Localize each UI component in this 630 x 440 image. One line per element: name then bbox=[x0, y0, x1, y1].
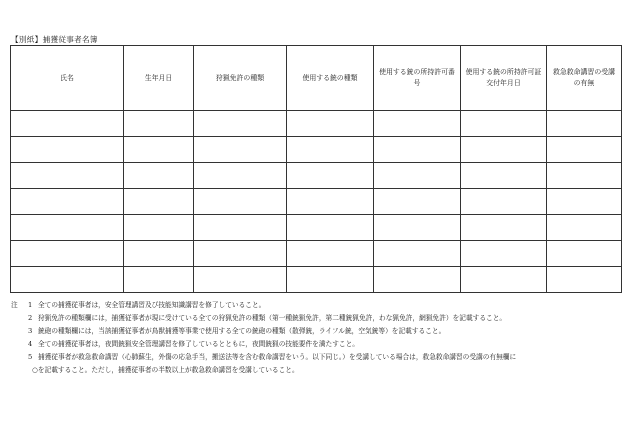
note-number: 1 bbox=[28, 301, 33, 309]
table-cell[interactable] bbox=[374, 163, 461, 189]
note-text: 狩猟免許の種類欄には，捕獲従事者が現に受けている全ての狩猟免許の種類（第一種銃猟免許，第二種銃猟免許，わな猟免許，網猟免許）を記載すること。 bbox=[38, 314, 507, 322]
table-cell[interactable] bbox=[11, 241, 124, 267]
table-cell[interactable] bbox=[11, 163, 124, 189]
header-first-aid: 救急救命講習の受講の有無 bbox=[547, 46, 622, 111]
table-cell[interactable] bbox=[124, 163, 194, 189]
table-cell[interactable] bbox=[194, 163, 287, 189]
table-cell[interactable] bbox=[11, 215, 124, 241]
table-cell[interactable] bbox=[374, 215, 461, 241]
note-item bbox=[11, 351, 623, 377]
table-cell[interactable] bbox=[461, 189, 547, 215]
table-cell[interactable] bbox=[124, 111, 194, 137]
table-cell[interactable] bbox=[194, 215, 287, 241]
table-cell[interactable] bbox=[461, 267, 547, 293]
table-cell[interactable] bbox=[547, 267, 622, 293]
table-cell[interactable] bbox=[11, 267, 124, 293]
table-cell[interactable] bbox=[124, 215, 194, 241]
table-cell[interactable] bbox=[547, 241, 622, 267]
table-row bbox=[11, 111, 622, 137]
table-cell[interactable] bbox=[194, 241, 287, 267]
note-text: 銃砲の種類欄には，当該捕獲従事者が鳥獣捕獲等事業で使用する全ての銃砲の種類（散弾銃，ライフル銃，空気銃等）を記載すること。 bbox=[38, 327, 446, 335]
table-cell[interactable] bbox=[124, 137, 194, 163]
note-text: 全ての捕獲従事者は，夜間銃猟安全管理講習を修了しているとともに，夜間銃猟の技能要件を満たすこと。 bbox=[38, 340, 359, 348]
table-cell[interactable] bbox=[287, 137, 374, 163]
table-cell[interactable] bbox=[547, 163, 622, 189]
table-cell[interactable] bbox=[547, 111, 622, 137]
table-cell[interactable] bbox=[374, 111, 461, 137]
notes-mark: 注 bbox=[11, 301, 18, 309]
table-row bbox=[11, 241, 622, 267]
table-row bbox=[11, 137, 622, 163]
table-cell[interactable] bbox=[194, 137, 287, 163]
note-number: 2 bbox=[28, 314, 33, 322]
table-cell[interactable] bbox=[461, 241, 547, 267]
table-cell[interactable] bbox=[547, 215, 622, 241]
table-cell[interactable] bbox=[287, 163, 374, 189]
table-cell[interactable] bbox=[194, 267, 287, 293]
table-cell[interactable] bbox=[461, 163, 547, 189]
table-cell[interactable] bbox=[194, 189, 287, 215]
table-cell[interactable] bbox=[287, 189, 374, 215]
note-text: 捕獲従事者が救急救命講習（心肺蘇生，外傷の応急手当，搬送法等を含む救命講習をいう。以下同じ。）を受講している場合は，救急救命講習の受講の有無欄に bbox=[38, 353, 517, 361]
header-row bbox=[11, 46, 622, 111]
header-license-type: 狩猟免許の種類 bbox=[194, 46, 287, 111]
table-cell[interactable] bbox=[287, 111, 374, 137]
table-row bbox=[11, 163, 622, 189]
table-row bbox=[11, 267, 622, 293]
header-birthdate: 生年月日 bbox=[124, 46, 194, 111]
table-cell[interactable] bbox=[287, 241, 374, 267]
table-cell[interactable] bbox=[374, 241, 461, 267]
header-name: 氏名 bbox=[11, 46, 124, 111]
table-row bbox=[11, 215, 622, 241]
note-text-continued: ○を記載すること。ただし，捕獲従事者の半数以上が救急救命講習を受講していること。 bbox=[32, 366, 299, 374]
note-number: 5 bbox=[28, 353, 33, 361]
note-item bbox=[11, 299, 623, 312]
note-item bbox=[11, 325, 623, 338]
table-row bbox=[11, 189, 622, 215]
table-cell[interactable] bbox=[461, 215, 547, 241]
notes-section bbox=[11, 299, 623, 377]
header-permit-issue-date: 使用する銃の所持許可証交付年月日 bbox=[461, 46, 547, 111]
table-cell[interactable] bbox=[287, 215, 374, 241]
table-cell[interactable] bbox=[124, 267, 194, 293]
table-cell[interactable] bbox=[374, 267, 461, 293]
header-gun-type: 使用する銃の種類 bbox=[287, 46, 374, 111]
table-cell[interactable] bbox=[461, 111, 547, 137]
table-cell[interactable] bbox=[194, 111, 287, 137]
table-cell[interactable] bbox=[124, 189, 194, 215]
document-title: 【別紙】捕獲従事者名簿 bbox=[11, 35, 98, 44]
table-cell[interactable] bbox=[124, 241, 194, 267]
roster-table bbox=[10, 45, 622, 293]
table-cell[interactable] bbox=[461, 137, 547, 163]
table-cell[interactable] bbox=[374, 189, 461, 215]
note-number: 3 bbox=[28, 327, 33, 335]
table-cell[interactable] bbox=[11, 111, 124, 137]
table-cell[interactable] bbox=[287, 267, 374, 293]
note-item bbox=[11, 338, 623, 351]
note-text: 全ての捕獲従事者は，安全管理講習及び技能知識講習を修了していること。 bbox=[38, 301, 266, 309]
table-cell[interactable] bbox=[547, 137, 622, 163]
table-cell[interactable] bbox=[547, 189, 622, 215]
table-cell[interactable] bbox=[11, 137, 124, 163]
header-permit-number: 使用する銃の所持許可番号 bbox=[374, 46, 461, 111]
table-cell[interactable] bbox=[374, 137, 461, 163]
table-cell[interactable] bbox=[11, 189, 124, 215]
note-number: 4 bbox=[28, 340, 33, 348]
note-item bbox=[11, 312, 623, 325]
